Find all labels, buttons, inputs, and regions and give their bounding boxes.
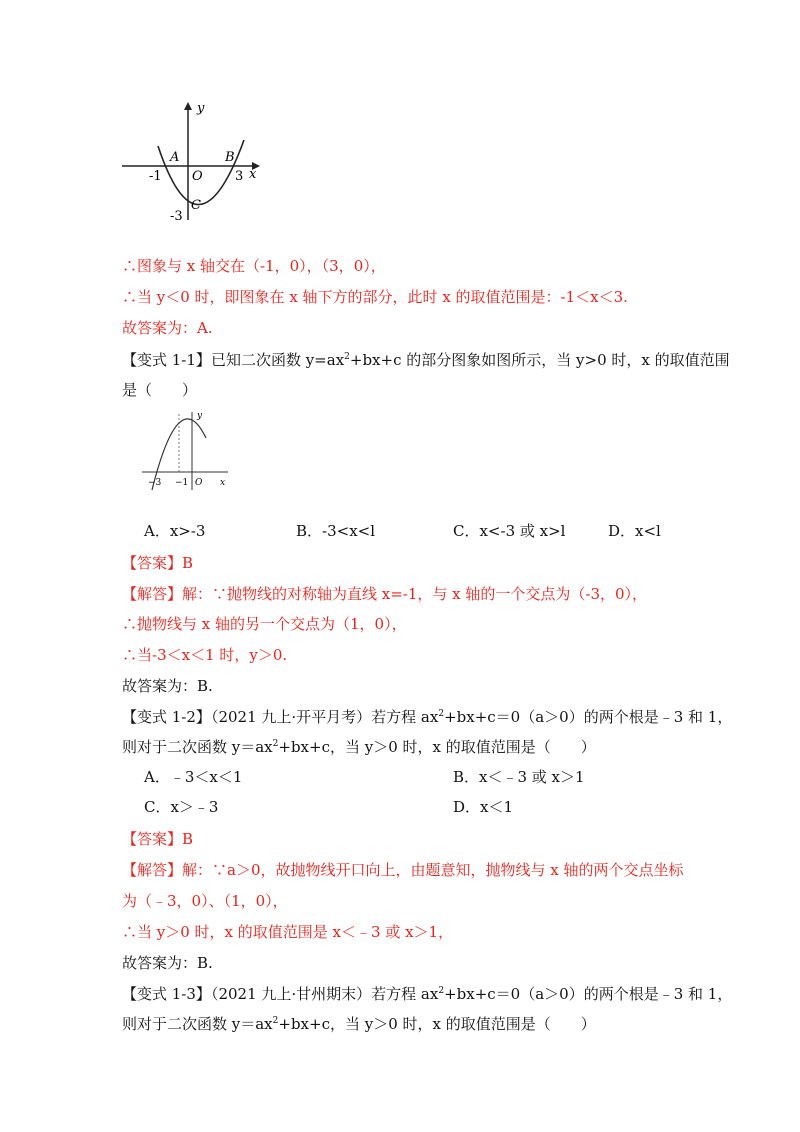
label-x: x [249,167,257,182]
label-O: O [195,478,203,488]
question-1-3: 【变式 1-3】（2021 九上·甘州期末）若方程 $ax^2+bx+c=0(a>0)$的两个根是﹣3 和 1， [122,985,733,1003]
parabola-figure-1 [118,96,268,228]
label-neg3: −3 [148,478,162,488]
explanation-1-2-line-3: ∴当 y＞0 时，x 的取值范围是 x＜﹣3 或 x＞1， [122,923,454,941]
solution-line-2: ∴当 y＜0 时，即图象在 x 轴下方的部分，此时 x 的取值范围是：-1＜x＜3. [122,288,628,306]
explanation-1-1-line-2: ∴抛物线与 x 轴的另一个交点为（1，0）， [122,615,407,633]
label-C: C [191,198,201,213]
solution-line-1: ∴图象与 x 轴交在（-1，0），（3，0）， [122,257,386,275]
option-1-1-c[interactable]: C．x<-3 或 x>l [453,522,566,540]
question-label: 【变式 1-1】 [122,351,211,369]
question-1-2-line-2: 则对于二次函数 $y=ax^2+bx+c$，当 y＞0 时，x 的取值范围是（ ） [122,738,596,756]
option-1-2-d[interactable]: D．x＜1 [453,798,514,816]
explanation-1-1-line-1: 【解答】解：∵抛物线的对称轴为直线 x=-1，与 x 轴的一个交点为（-3，0）， [122,585,648,603]
label-B: B [225,150,235,165]
label-neg3: -3 [170,209,183,224]
question-1-1: 【变式 1-1】已知二次函数 $y=ax^2+bx+c$ 的部分图象如图所示，当 y>0 时，x 的取值范围 [122,351,730,369]
question-1-1-line-2: 是（ ） [122,381,198,399]
question-1-2: 【变式 1-2】（2021 九上·开平月考）若方程 $ax^2+bx+c=0(a>0)$的两个根是﹣3 和 1， [122,708,733,726]
solution-line-3: 故答案为：A. [122,319,213,337]
option-1-1-a[interactable]: A．x>-3 [144,522,206,540]
label-neg1: -1 [149,169,162,184]
label-3: 3 [235,169,244,184]
explanation-1-2-line-4: 故答案为：B. [122,954,213,972]
option-1-1-d[interactable]: D．x<l [608,522,661,540]
explanation-1-1-line-4: 故答案为：B. [122,677,213,695]
question-1-3-line-2: 则对于二次函数 $y=ax^2+bx+c$，当 y＞0 时，x 的取值范围是（ ） [122,1015,596,1033]
label-A: A [170,150,180,165]
label-neg1: −1 [175,478,189,488]
answer-1-2: 【答案】B [122,830,194,848]
question-label: 【变式 1-3】 [122,985,211,1003]
label-x: x [220,478,226,488]
option-1-2-a[interactable]: A．﹣3＜x＜1 [144,768,243,786]
answer-1-1: 【答案】B [122,554,194,572]
option-1-2-c[interactable]: C．x＞﹣3 [144,798,219,816]
explanation-1-1-line-3: ∴当-3＜x＜1 时，y＞0. [122,646,288,664]
label-y: y [197,101,205,116]
question-label: 【变式 1-2】 [122,708,211,726]
label-y: y [197,411,203,421]
explanation-1-2-line-2: 为（﹣3，0）、（1，0）， [122,892,288,910]
option-1-1-b[interactable]: B．-3<x<l [296,522,376,540]
explanation-1-2-line-1: 【解答】解：∵a＞0，故抛物线开口向上，由题意知，抛物线与 x 轴的两个交点坐标 [122,861,684,879]
parabola-figure-2 [138,408,234,494]
y-axis-arrow [184,102,192,110]
label-O: O [192,169,203,184]
option-1-2-b[interactable]: B．x＜﹣3 或 x＞1 [453,768,585,786]
